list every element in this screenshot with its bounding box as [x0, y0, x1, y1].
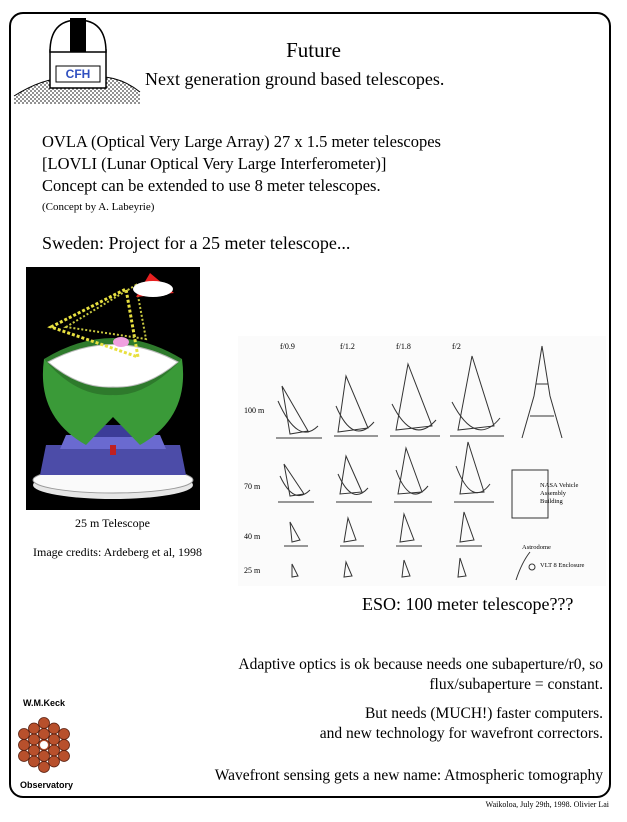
- page-title: Future: [286, 38, 341, 62]
- sketch-40m-f18: [396, 514, 422, 546]
- sketch-40m-f2: [456, 512, 482, 546]
- telescope-25m-image: [26, 267, 200, 510]
- sketch-70m-f2: [454, 442, 494, 502]
- row-label-25m: 25 m: [244, 566, 261, 575]
- ovla-credit: (Concept by A. Labeyrie): [42, 201, 155, 213]
- telescope-size-comparison-figure: [238, 336, 606, 586]
- astrodome-label: Astrodome: [522, 544, 551, 551]
- keck-hexagon-mirror-logo: [12, 712, 76, 778]
- sketch-25m-f12: [344, 562, 352, 577]
- sketch-70m-f18: [394, 448, 432, 502]
- sketch-40m-f12: [340, 518, 364, 546]
- eso-heading: ESO: 100 meter telescope???: [362, 594, 574, 614]
- footer-text: Waikoloa, July 29th, 1998. Olivier Lai: [485, 800, 609, 809]
- vlt-enclosure-outline: [529, 564, 535, 570]
- sketch-40m-f09: [284, 522, 308, 546]
- sketch-70m-f12: [336, 456, 372, 502]
- computers-note-line-2: and new technology for wavefront correctors.: [319, 725, 603, 742]
- sketch-100m-f18: [390, 364, 440, 436]
- sketch-25m-f18: [402, 560, 410, 577]
- sketch-100m-f2: [450, 356, 504, 436]
- sketch-100m-f12: [334, 376, 378, 436]
- tomography-note: Wavefront sensing gets a new name: Atmospheric tomography: [214, 767, 603, 784]
- sketch-25m-f09: [292, 564, 298, 577]
- ovla-line-1: OVLA (Optical Very Large Array) 27 x 1.5 meter telescopes: [42, 132, 441, 151]
- row-label-40m: 40 m: [244, 532, 261, 541]
- keck-logo-top-text: W.M.Keck: [23, 698, 66, 708]
- sketch-100m-f09: [276, 386, 322, 438]
- row-label-100m: 100 m: [244, 406, 265, 415]
- column-label-f12: f/1.2: [340, 342, 355, 351]
- keck-logo-bottom-text: Observatory: [20, 780, 74, 790]
- cfh-logo-text: CFH: [65, 67, 91, 81]
- sweden-heading: Sweden: Project for a 25 meter telescope...: [42, 233, 351, 253]
- ao-note-line-2: flux/subaperture = constant.: [429, 676, 603, 693]
- vlt-label: VLT 8 Enclosure: [540, 562, 585, 569]
- sketch-70m-f09: [278, 464, 314, 502]
- ovla-line-3: Concept can be extended to use 8 meter telescopes.: [42, 176, 381, 195]
- nasa-building-label: NASA Vehicle Assembly Building: [540, 482, 579, 505]
- column-label-f2: f/2: [452, 342, 461, 351]
- telescope-caption: 25 m Telescope: [75, 516, 150, 530]
- image-credit: Image credits: Ardeberg et al, 1998: [33, 545, 203, 559]
- page-subtitle: Next generation ground based telescopes.: [145, 69, 445, 89]
- column-label-f18: f/1.8: [396, 342, 411, 351]
- sketch-25m-f2: [458, 558, 466, 577]
- ovla-line-2: [LOVLI (Lunar Optical Very Large Interferometer)]: [42, 154, 387, 173]
- row-label-70m: 70 m: [244, 482, 261, 491]
- eiffel-tower-icon: [522, 346, 562, 438]
- computers-note-line-1: But needs (MUCH!) faster computers.: [364, 705, 603, 722]
- astrodome-outline: [516, 552, 530, 580]
- column-label-f09: f/0.9: [280, 342, 295, 351]
- ao-note-line-1: Adaptive optics is ok because needs one subaperture/r0, so: [238, 656, 603, 673]
